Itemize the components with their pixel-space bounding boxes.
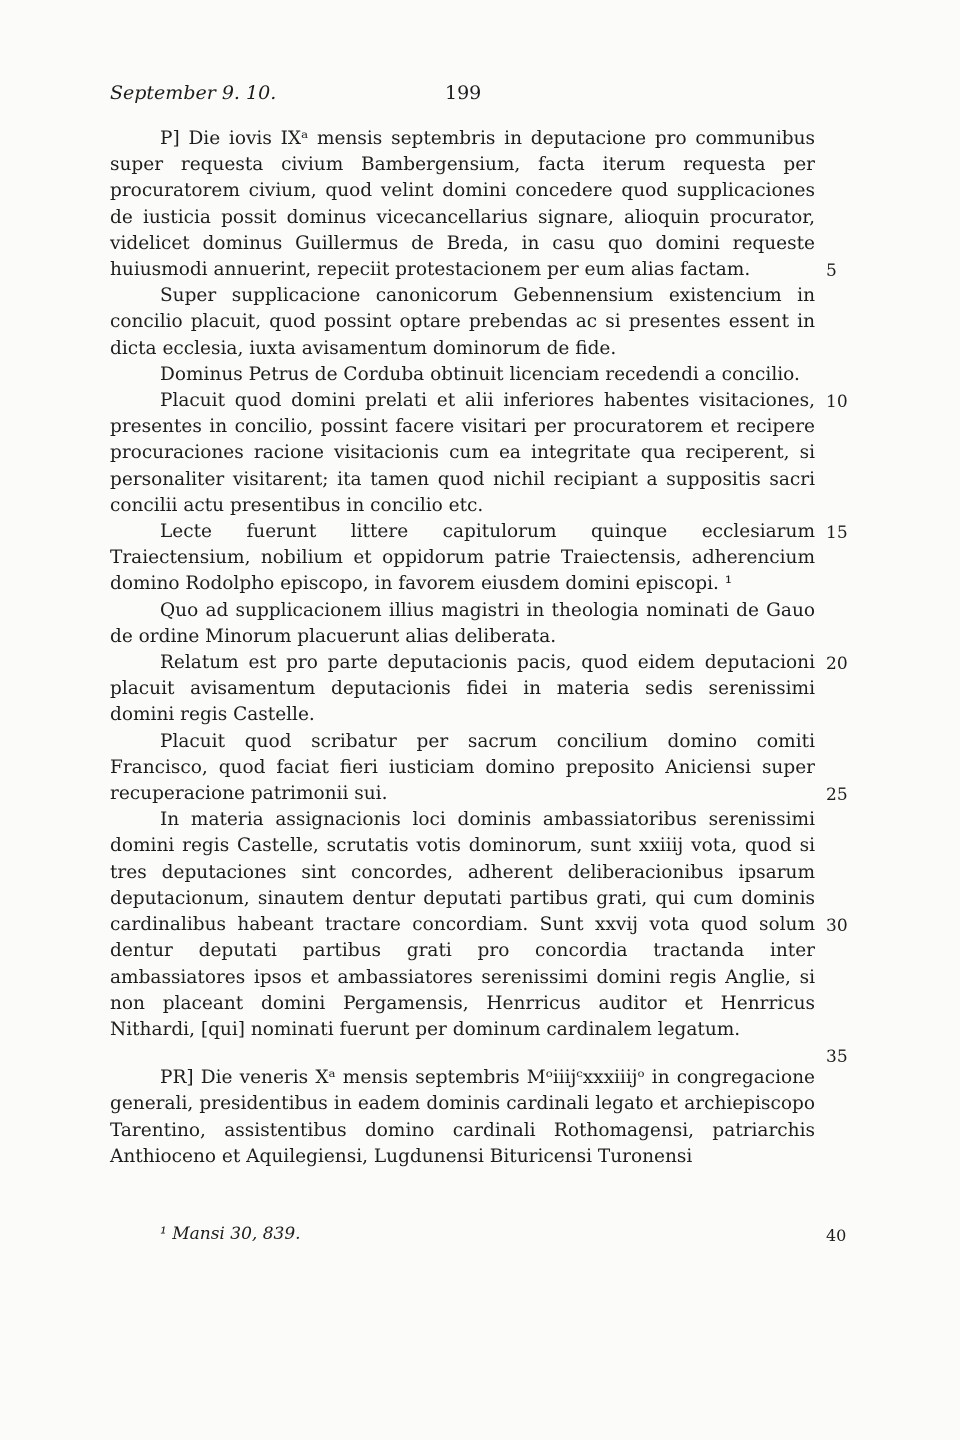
paragraph-10: PR] Die veneris Xᵃ mensis septembris Mᵒiiijᶜxxxiiijᵒ in congregacione generali, presidentibus in eadem dominis cardinali legato et archiepiscopo Tarentino, assistentibus domino cardinali Rothomagensi, patriarchis Anthioceno et Aquilegiensi, Lugdunensi Bituricensi Turonensi [110, 1067, 815, 1167]
line-number-20: 20 [826, 654, 848, 674]
paragraph-7: Relatum est pro parte deputacionis pacis, quod eidem deputacioni placuit avisamentum deputacionis fidei in materia sedis serenissimi domini regis Castelle. [110, 652, 815, 726]
paragraph-4: Placuit quod domini prelati et alii inferiores habentes visitaciones, presentes in concilio, possint facere visitari per procuratorem et recipere procuraciones racione visitacionis cum ea integritate qua reciperent, si personaliter visitarent; ita tamen quod nichil recipiant a suppositis sacri concilii actu presentibus in concilio etc. [110, 390, 815, 516]
paragraph-6: Quo ad supplicacionem illius magistri in theologia nominati de Gauo de ordine Minorum placuerunt alias deliberata. [110, 599, 815, 647]
footnote-line-number: 40 [826, 1226, 847, 1245]
paragraph-2: Super supplicacione canonicorum Gebennensium existencium in concilio placuit, quod possint optare prebendas ac si presentes essent in dicta ecclesia, iuxta avisamentum dominorum de fide. [110, 285, 815, 359]
footnote: ¹ Mansi 30, 839. [160, 1224, 301, 1244]
line-number-15: 15 [826, 523, 848, 543]
line-number-30: 30 [826, 916, 848, 936]
paragraph-8: Placuit quod scribatur per sacrum concilium domino comiti Francisco, quod faciat fieri iusticiam domino preposito Aniciensi super recuperacione patrimonii sui. [110, 730, 815, 805]
running-head [110, 82, 810, 110]
body-text [110, 126, 815, 1170]
paragraph-5: Lecte fuerunt littere capitulorum quinque ecclesiarum Traiectensium, nobilium et oppidorum patrie Traiectensis, adherencium domino Rodolpho episcopo, in favorem eiusdem domini episcopi. ¹ [110, 521, 815, 595]
paragraph-3: Dominus Petrus de Corduba obtinuit licenciam recedendi a concilio. [160, 363, 800, 385]
line-number-35: 35 [826, 1047, 848, 1067]
line-number-5: 5 [826, 261, 837, 281]
section-gap [110, 1043, 815, 1065]
page-number: 199 [445, 82, 482, 104]
line-number-25: 25 [826, 785, 848, 805]
running-head-title: September 9. 10. [110, 82, 277, 104]
line-number-10: 10 [826, 392, 848, 412]
paragraph-9: In materia assignacionis loci dominis ambassiatoribus serenissimi domini regis Castelle, scrutatis votis dominorum, sunt xxiiij vota, quod si tres deputaciones sint concordes, adherent deliberacionibus ipsarum deputacionum, sinautem dentur deputati partibus grati, qui cum dominis cardinalibus habeant tractare concordiam. Sunt xxvij vota quod solum dentur deputati partibus grati pro concordia tractanda inter ambassiatores ipsos et ambassiatores serenissimi domini regis Anglie, si non placeant domini Pergamensis, Henrricus auditor et Henrricus Nithardi, [qui] nominati fuerunt per dominum cardinalem legatum. [110, 809, 815, 1040]
paragraph-1: P] Die iovis IXᵃ mensis septembris in deputacione pro communibus super requesta civium Bambergensium, facta iterum requesta per procuratorem civium, quod velint domini concedere quod supplicaciones de iusticia possit dominus vicecancellarius signare, alioquin procurator, videlicet dominus Guillermus de Breda, in casu quo domini requeste huiusmodi annuerint, repeciit protestacionem per eum alias factam. [110, 128, 815, 281]
